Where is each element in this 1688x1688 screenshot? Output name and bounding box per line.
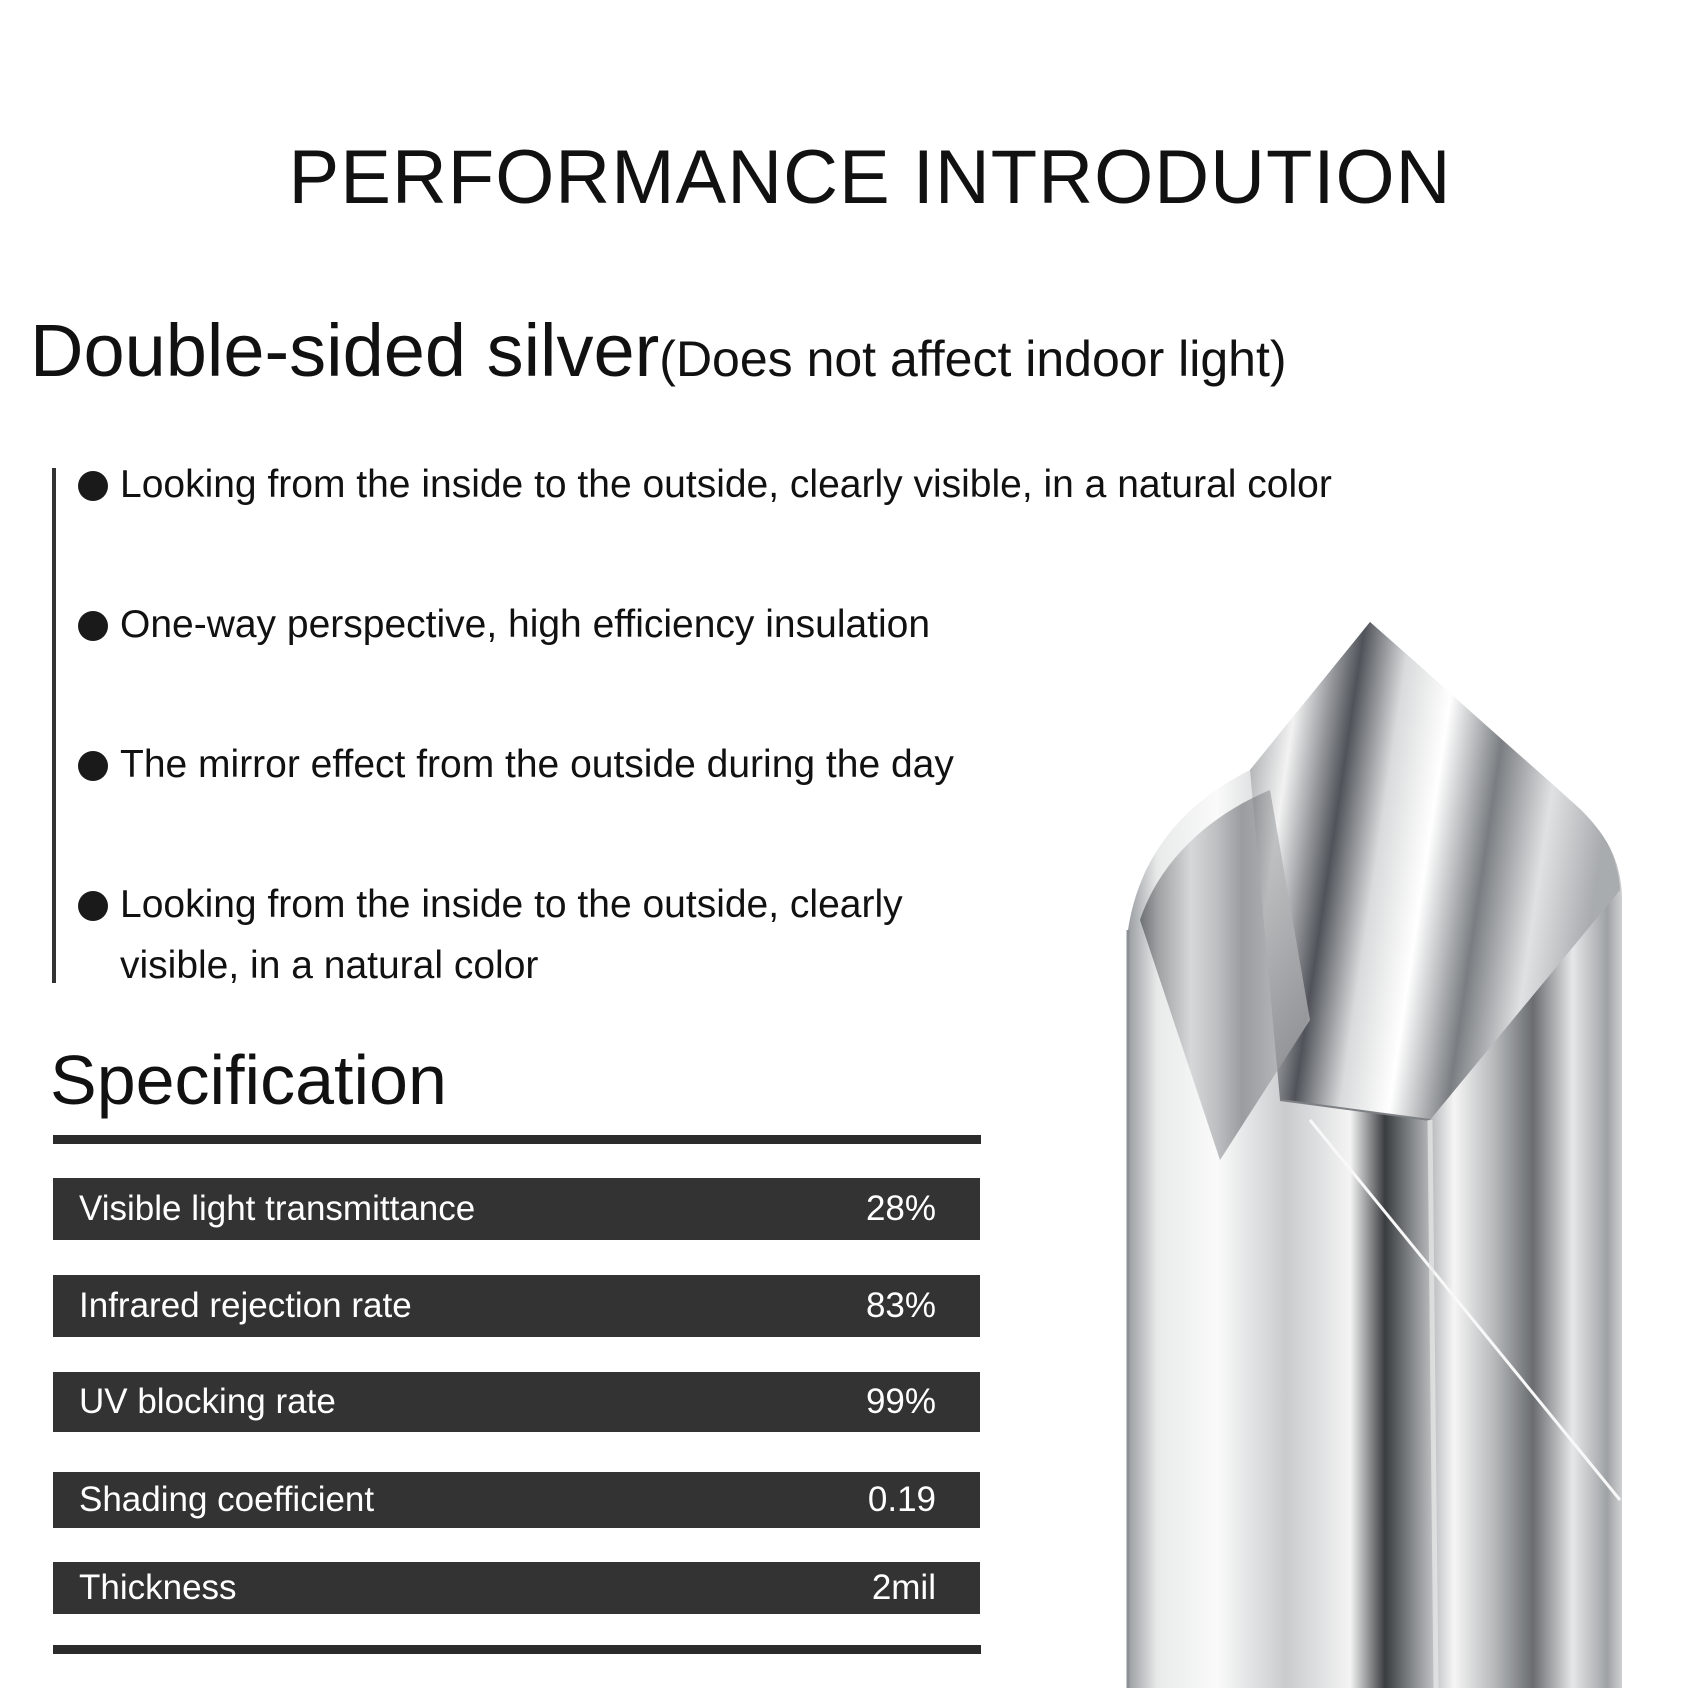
mirror-film-roll-image <box>1100 600 1688 1688</box>
feature-text: One-way perspective, high efficiency insulation <box>120 603 931 646</box>
spec-value: 2mil <box>871 1568 936 1607</box>
headline-main: Double-sided silver <box>30 309 660 392</box>
specification-title: Specification <box>50 1041 447 1119</box>
spec-value: 99% <box>865 1382 936 1421</box>
spec-label: Visible light transmittance <box>79 1189 476 1228</box>
feature-text: Looking from the inside to the outside, clearly visible, in a natural color <box>120 883 903 987</box>
feature-text: Looking from the inside to the outside, clearly visible, in a natural color <box>120 463 1332 506</box>
bullet-icon <box>78 891 108 921</box>
spec-row <box>53 1372 980 1432</box>
spec-row <box>53 1275 980 1337</box>
spec-row <box>53 1178 980 1240</box>
spec-value: 28% <box>865 1189 936 1228</box>
feature-item <box>78 874 1020 996</box>
spec-row <box>53 1562 980 1614</box>
bullet-icon <box>78 471 108 501</box>
spec-label: Shading coefficient <box>79 1480 375 1519</box>
headline-sub: (Does not affect indoor light) <box>659 331 1287 387</box>
feature-text: The mirror effect from the outside during the day <box>120 743 954 786</box>
spec-value: 0.19 <box>867 1480 936 1519</box>
feature-item <box>78 734 954 795</box>
spec-rule-bottom <box>53 1645 981 1654</box>
spec-label: UV blocking rate <box>79 1382 336 1421</box>
feature-item <box>78 594 930 655</box>
feature-item <box>78 454 1332 515</box>
feature-divider <box>52 468 56 983</box>
page-title: PERFORMANCE INTRODUTION <box>288 135 1452 220</box>
headline <box>30 308 1287 393</box>
bullet-icon <box>78 611 108 641</box>
spec-label: Infrared rejection rate <box>79 1286 412 1325</box>
bullet-icon <box>78 751 108 781</box>
spec-rule-top <box>53 1135 981 1144</box>
spec-label: Thickness <box>79 1568 237 1607</box>
spec-value: 83% <box>865 1286 936 1325</box>
spec-row <box>53 1472 980 1528</box>
